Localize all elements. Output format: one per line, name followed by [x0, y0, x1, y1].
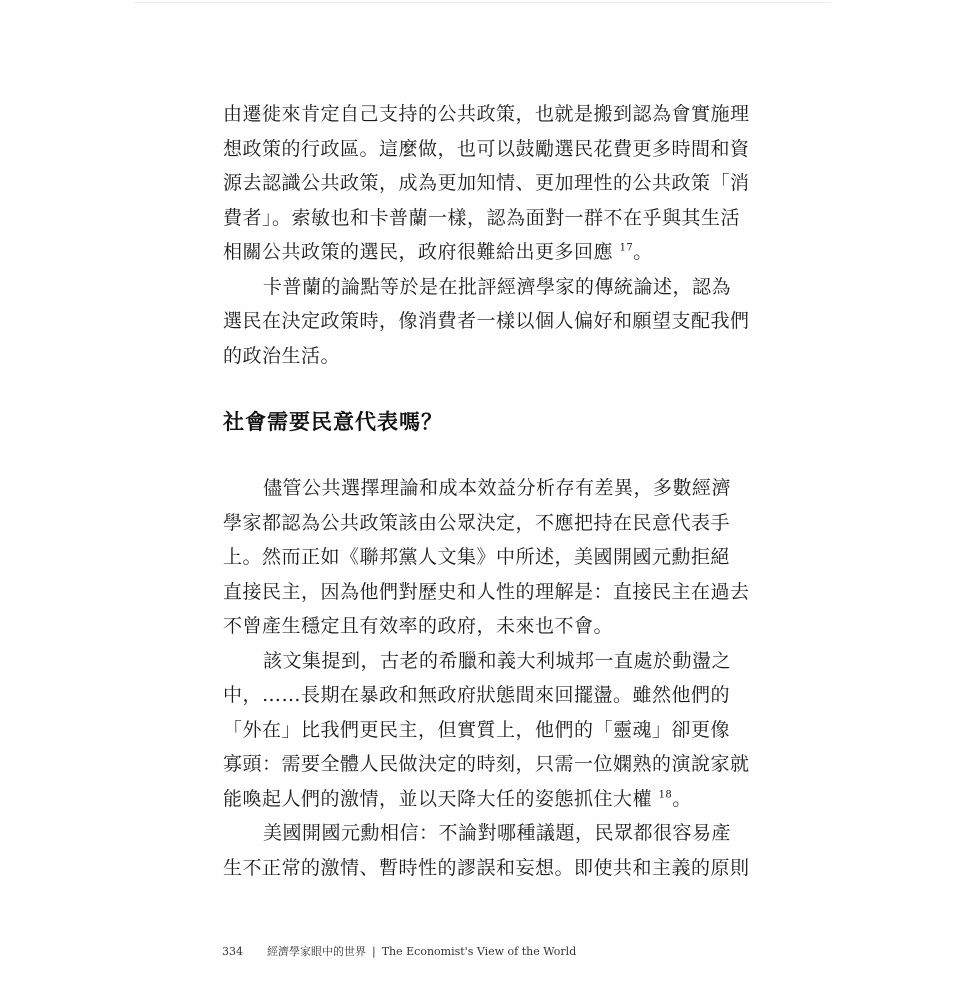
body-text-lower	[223, 471, 750, 885]
paragraph-line: 不曾產生穩定且有效率的政府，未來也不會。	[223, 615, 614, 637]
book-title: 經濟學家眼中的世界	[267, 945, 366, 958]
paragraph-line	[223, 235, 743, 270]
paragraph-line: 費者」。索敏也和卡普蘭一樣，認為面對一群不在乎與其生活	[223, 206, 741, 229]
book-title-english: The Economist's View of the World	[381, 945, 577, 958]
paragraph-line	[223, 782, 743, 817]
paragraph-line: 「外在」比我們更民主，但實質上，他們的「靈魂」卻更像	[223, 718, 731, 741]
paragraph-line: 美國開國元勳相信：不論對哪種議題，民眾都很容易產	[263, 822, 732, 844]
paragraph-line: 寡頭：需要全體人民做決定的時刻，只需一位嫻熟的演說家就	[223, 753, 750, 775]
line-text: 相關公共政策的選民，政府很難給出更多回應	[223, 241, 614, 263]
paragraph-line: 該文集提到，古老的希臘和義大利城邦一直處於動盪之	[263, 649, 732, 672]
paragraph-line: 想政策的行政區。這麼做，也可以鼓勵選民花費更多時間和資	[223, 137, 750, 160]
line-text: 能喚起人們的激情，並以天降大任的姿態抓住大權	[223, 787, 653, 810]
paragraph-line: 儘管公共選擇理論和成本效益分析存有差異，多數經濟	[263, 477, 732, 499]
paragraph-line: 卡普蘭的論點等於是在批評經濟學家的傳統論述，認為	[263, 275, 732, 298]
footnote-ref[interactable]: 17	[619, 242, 634, 254]
line-end: 。	[672, 787, 692, 810]
paragraph-line: 中，……長期在暴政和無政府狀態間來回擺盪。雖然他們的	[223, 684, 731, 706]
top-rule	[135, 2, 830, 3]
paragraph-line: 學家都認為公共政策該由公眾決定，不應把持在民意代表手	[223, 511, 731, 534]
footer-separator: |	[372, 945, 376, 958]
paragraph-line: 由遷徙來肯定自己支持的公共政策，也就是搬到認為會實施理	[223, 103, 750, 125]
paragraph-line: 選民在決定政策時，像消費者一樣以個人偏好和願望支配我們	[223, 310, 750, 332]
page-footer	[222, 943, 576, 959]
paragraph-line: 的政治生活。	[223, 344, 341, 367]
line-end: 。	[633, 241, 653, 263]
paragraph-line: 生不正常的激情、暫時性的謬誤和妄想。即使共和主義的原則	[223, 856, 750, 879]
footnote-ref[interactable]: 18	[658, 789, 673, 801]
body-text-upper	[223, 97, 750, 373]
page-number: 334	[222, 945, 243, 958]
paragraph-line: 直接民主，因為他們對歷史和人性的理解是：直接民主在過去	[223, 580, 750, 603]
paragraph-line: 上。然而正如《聯邦黨人文集》中所述，美國開國元勳拒絕	[223, 546, 731, 568]
paragraph-line: 源去認識公共政策，成為更加知情、更加理性的公共政策「消	[223, 172, 750, 194]
section-heading: 社會需要民意代表嗎？	[223, 410, 443, 434]
